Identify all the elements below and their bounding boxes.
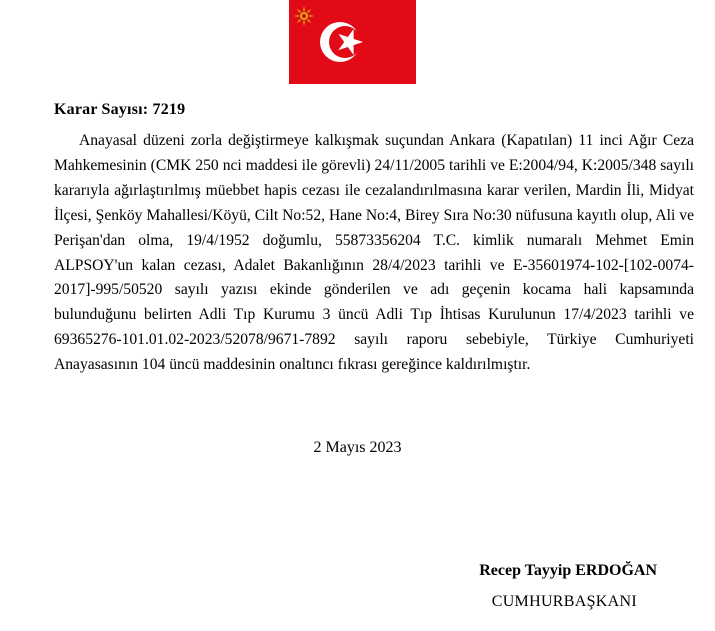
flag-icon <box>289 0 416 84</box>
sun-emblem-icon <box>294 6 314 26</box>
signer-name: Recep Tayyip ERDOĞAN <box>479 562 657 579</box>
signer-title: CUMHURBAŞKANI <box>491 593 637 610</box>
decision-number: Karar Sayısı: 7219 <box>54 101 186 118</box>
decision-body-text: Anayasal düzeni zorla değiştirmeye kalkışmak suçundan Ankara (Kapatılan) 11 inci Ağır Ceza Mahkemesinin (CMK 250 nci maddesi ile görevli) 24/11/2005 tarihli ve E:2004/94, K:2005/348 sayılı kararıyla ağırlaştırılmış müebbet hapis cezası ile cezalandırılmasına karar verilen, Mardin İli, Midyat İlçesi, Şenköy Mahallesi/Köyü, Cilt No:52, Hane No:4, Birey Sıra No:30 nüfusuna kayıtlı olup, Ali ve Perişan'dan olma, 19/4/1952 doğumlu, 55873356204 T.C. kimlik numaralı Mehmet Emin ALPSOY'un kalan cezası, Adalet Bakanlığının 28/4/2023 tarihli ve E-35601974-102-[102-0074-2017]-995/50520 sayılı yazısı ekinde gönderilen ve adı geçenin kocama hali kapsamında bulunduğunu belirten Adli Tıp Kurumu 3 üncü Adli Tıp İhtisas Kurulunun 17/4/2023 tarihli ve 69365276-101.01.02-2023/52078/9671-7892 sayılı raporu sebebiyle, Türkiye Cumhuriyeti Anayasasının 104 üncü maddesinin onaltıncı fıkrası gereğince kaldırılmıştır. <box>54 132 694 374</box>
decision-date: 2 Mayıs 2023 <box>313 439 402 456</box>
presidential-flag-emblem <box>289 0 416 84</box>
